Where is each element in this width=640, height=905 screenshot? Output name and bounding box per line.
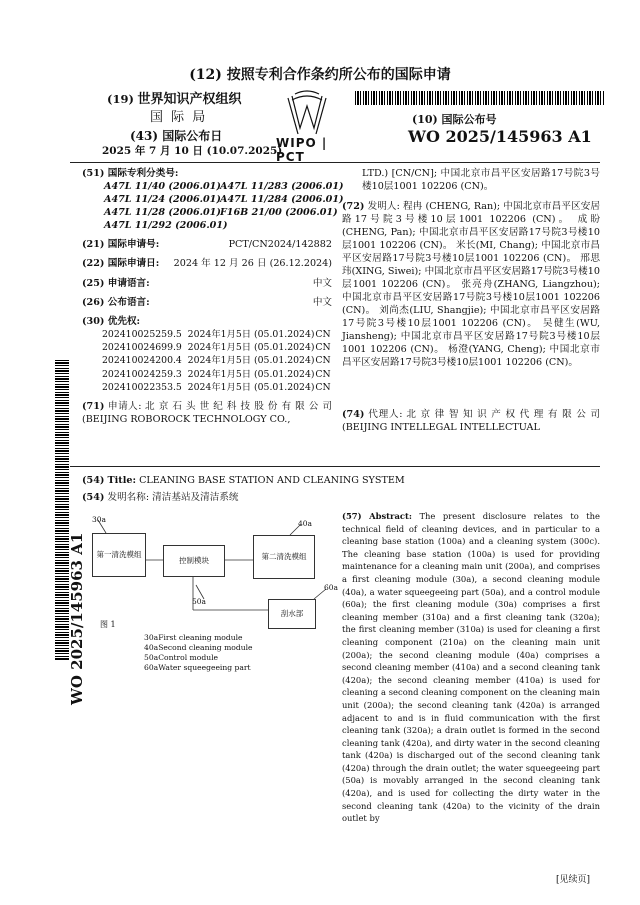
ipc-code: A47L 11/24 (2006.01): [104, 194, 221, 205]
priority-row: [102, 368, 334, 381]
abstract-block: [342, 510, 600, 825]
filing-lang-value: 中文: [312, 278, 332, 289]
ipc-code: A47L 11/284 (2006.01): [220, 194, 344, 205]
figure-1: [88, 515, 338, 675]
applicant-text: 申请人: 北 京 石 头 世 纪 科 技 股 份 有 限 公 司 (BEIJING ROBOROCK TECHNOLOGY CO.,: [82, 401, 332, 425]
priority-date: 2024年1月5日 (05.01.2024): [187, 342, 315, 354]
priority-row: [102, 328, 334, 341]
ipc-block: [82, 167, 344, 234]
agent-code: (74): [342, 409, 365, 420]
ref-30a: 30a: [92, 515, 107, 524]
pubdate-value: 2025 年 7 月 10 日 (10.07.2025): [102, 145, 283, 157]
priority-number: 202410024200.4: [102, 355, 182, 367]
continued-note: [见续页]: [556, 875, 591, 885]
filing-lang-label: (25) 申请语言:: [82, 278, 150, 289]
document-title: (12) 按照专利合作条约所公布的国际申请: [189, 67, 451, 83]
priority-row: [102, 381, 334, 394]
header-divider: [70, 162, 600, 163]
ref-50a: 50a: [192, 597, 207, 606]
priority-date: 2024年1月5日 (05.01.2024): [187, 329, 315, 340]
priority-date: 2024年1月5日 (05.01.2024): [187, 381, 315, 393]
wipo-pct-text: WIPO | PCT: [276, 136, 328, 164]
abstract-text: The present disclosure relates to the technical field of cleaning devices, and in particular to a cleaning base station (100a) and a cleaning system (300c). The cleaning base station (100a) is used for providing maintenance for a cleaning main unit (200a), and comprises a first cleaning module (30a), a second cleaning module (40a), a water squeegeeing part (50a), and a control module (60a); the first cleaning module (30a) comprises a first cleaning member (310a) and a first cleaning tank (320a); the first cleaning member (310a) is used for cleaning a first cleaning component (210a) on the cleaning main unit (200a); the second cleaning module (40a) comprises a second cleaning member (410a) and a second cleaning tank (420a); the second cleaning member (410a) is used for cleaning a second cleaning component on the cleaning main unit (200a); the second cleaning tank (420a) is arranged adjacent to and is in fluid communication with the first cleaning tank (320a); a drain outlet is formed in the second cleaning tank (420a), and dirty water in the second cleaning tank (420a) is discharged out of the second cleaning tank (420a) through the drain outlet; the water squeegeeing part (50a) is movably arranged in the second cleaning tank (420a), and is used for collecting the dirty water in the second cleaning tank (420a) to the vicinity of the drain outlet by: [342, 511, 600, 824]
agent-block: [342, 408, 600, 434]
control-module-box: 控制模块: [163, 545, 225, 577]
ipc-code: A47L 11/28 (2006.01): [104, 207, 221, 218]
inventors-block: [342, 200, 600, 369]
inventors-code: (72): [342, 201, 365, 212]
title-en-code: (54): [82, 475, 105, 486]
priority-row: [102, 354, 334, 367]
title-cn-row: [82, 491, 602, 504]
priority-number: 202410022353.5: [102, 381, 182, 393]
applicant-code: (71): [82, 401, 105, 412]
ref-40a: 40a: [298, 519, 313, 528]
ipc-code: A47L 11/283 (2006.01): [220, 181, 344, 192]
agent-text: 代理人: 北 京 律 智 知 识 产 权 代 理 有 限 公 司 (BEIJING INTELLEGAL INTELLECTUAL: [342, 409, 600, 433]
title-cn-value: 清洁基站及清洁系统: [152, 492, 239, 503]
priority-date: 2024年1月5日 (05.01.2024): [187, 355, 315, 367]
filing-lang-row: [82, 277, 332, 290]
filing-date-value: 2024 年 12 月 26 日 (26.12.2024): [173, 258, 332, 269]
title-divider: [70, 466, 600, 467]
squeegee-part-box: 刮水部: [268, 599, 316, 629]
legend-item: 60aWater squeegeeing part: [144, 663, 251, 672]
title-cn-label: 发明名称:: [107, 492, 150, 503]
legend-item: 50aControl module: [144, 653, 219, 662]
filing-date-label: (22) 国际申请日:: [82, 258, 160, 269]
side-pub-number: WO 2025/145963 A1: [68, 532, 86, 705]
abstract-label: Abstract:: [369, 511, 412, 521]
side-barcode: [55, 360, 69, 660]
pubno-label: (10) 国际公布号: [412, 113, 497, 126]
priority-country: CN: [315, 355, 331, 367]
bureau-name: 国 际 局: [150, 110, 208, 125]
title-en-label: Title:: [107, 475, 137, 486]
app-no-row: [82, 238, 332, 251]
pub-lang-value: 中文: [312, 297, 332, 308]
priority-label: (30) 优先权:: [82, 316, 141, 327]
priority-country: CN: [315, 368, 331, 380]
priority-table: [102, 328, 334, 394]
priority-number: 202410025259.5: [102, 329, 182, 340]
ref-60a: 60a: [324, 583, 339, 592]
ipc-code: A47L 11/40 (2006.01): [104, 181, 221, 192]
legend-item: 30aFirst cleaning module: [144, 633, 243, 642]
app-no-label: (21) 国际申请号:: [82, 239, 160, 250]
filing-date-row: [82, 257, 332, 270]
org-line: [107, 88, 242, 107]
app-no-value: PCT/CN2024/142882: [228, 239, 332, 250]
title-en-value: CLEANING BASE STATION AND CLEANING SYSTEM: [139, 475, 405, 486]
ipc-label: (51) 国际专利分类号:: [82, 168, 179, 179]
figure-label: 图 1: [100, 620, 116, 629]
wipo-emblem-icon: [262, 88, 352, 138]
ipc-code: A47L 11/292 (2006.01): [104, 220, 228, 231]
ipc-right-col: [220, 180, 344, 219]
wipo-logo: [262, 88, 352, 164]
pub-lang-row: [82, 296, 332, 309]
pubno-value: WO 2025/145963 A1: [408, 127, 592, 146]
priority-date: 2024年1月5日 (05.01.2024): [187, 368, 315, 380]
org-name: 世界知识产权组织: [137, 92, 242, 107]
pub-lang-label: (26) 公布语言:: [82, 297, 150, 308]
ipc-left-col: [104, 180, 228, 232]
top-barcode: [355, 91, 605, 105]
priority-row: [102, 341, 334, 354]
priority-country: CN: [315, 342, 331, 354]
ipc-code: F16B 21/00 (2006.01): [220, 207, 338, 218]
first-cleaning-module-box: 第一清洗模组: [92, 533, 146, 577]
inventors-text: 发明人: 程冉 (CHENG, Ran); 中国北京市昌平区安居路17号院3号楼10层1001 102206 (CN)。 成盼 (CHENG, Pan); 中国北京市昌平区安居路17号院3号楼10层1001 102206 (CN)。 米长(MI, Chang); 中国北京市昌平区安居路17号院3号楼10层1001 102206 (CN)。 邢思玮(XING, Siwei); 中国北京市昌平区安居路17号院3号楼10层1001 102206 (CN)。 张亮舟(ZHANG, Liangzhou); 中国北京市昌平区安居路17号院3号楼10层1001 102206 (CN)。 刘尚杰(LIU, Shangjie); 中国北京市昌平区安居路17号院3号楼10层1001 102206 (CN)。 吴健生(WU, Jiansheng); 中国北京市昌平区安居路17号院3号楼10层1001 102206 (CN)。 杨澄(YANG, Cheng); 中国北京市昌平区安居路17号院3号楼10层1001 102206 (CN)。: [342, 201, 600, 368]
title-en-row: [82, 474, 602, 487]
pubdate-label: (43) 国际公布日: [130, 129, 223, 143]
priority-block: [82, 315, 334, 394]
title-cn-code: (54): [82, 492, 105, 503]
org-code: (19): [107, 92, 134, 106]
figure-legend: [144, 633, 253, 673]
second-cleaning-module-box: 第二清洗模组: [253, 535, 315, 579]
priority-number: 202410024699.9: [102, 342, 182, 354]
priority-country: CN: [315, 329, 331, 340]
abstract-code: (57): [342, 511, 362, 521]
priority-number: 202410024259.3: [102, 368, 182, 380]
priority-country: CN: [315, 381, 331, 393]
legend-item: 40aSecond cleaning module: [144, 643, 253, 652]
applicant-block: [82, 400, 332, 426]
applicant-continued: LTD.) [CN/CN]; 中国北京市昌平区安居路17号院3号楼10层1001 102206 (CN)。: [362, 168, 600, 192]
